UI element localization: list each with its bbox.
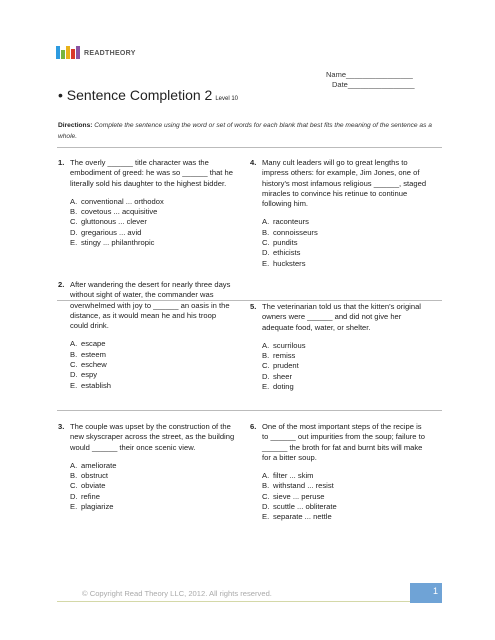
question-number: 3. xyxy=(58,422,65,431)
directions-text: Complete the sentence using the word or set of words for each blank that best fits the meaning of the sentence as a whole. xyxy=(58,122,432,140)
title-text: • Sentence Completion 2 xyxy=(58,87,213,103)
option-c[interactable]: C. obviate xyxy=(70,481,106,491)
divider-bottom xyxy=(57,410,442,411)
brand-name: READTHEORY xyxy=(84,50,136,57)
question-number: 6. xyxy=(250,422,257,431)
name-date-block xyxy=(326,70,415,89)
option-a[interactable]: A. conventional ... orthodox xyxy=(70,196,164,206)
option-c[interactable]: C. eschew xyxy=(70,360,107,370)
name-field: Name________________ xyxy=(326,70,413,79)
option-b[interactable]: B. connoisseurs xyxy=(262,227,318,237)
question-2 xyxy=(58,280,236,391)
date-field: Date________________ xyxy=(332,79,415,89)
question-text: Many cult leaders will go to great lengths to impress others: for example, Jim Jones, one of history’s most infamous religious ______, staged miracles to convince his retinue to continue following him. xyxy=(262,158,427,209)
option-e[interactable]: E. separate ... nettle xyxy=(262,512,332,522)
books-icon xyxy=(56,46,80,59)
question-5 xyxy=(250,302,428,392)
question-text: After wandering the desert for nearly three days without sight of water, the commander was overwhelmed with joy to ______ an oasis in the distance, as it would mean he and his troop could drink. xyxy=(70,280,231,331)
level-label: Level 10 xyxy=(215,96,239,102)
question-text: The overly ______ title character was the embodiment of greed: he was so ______ that he literally sold his daughter to the highest bidder. xyxy=(70,158,233,188)
option-d[interactable]: D. espy xyxy=(70,370,98,380)
question-1 xyxy=(58,158,236,248)
option-a[interactable]: A. escape xyxy=(70,339,106,349)
copyright-text: © Copyright Read Theory LLC, 2012. All rights reserved. xyxy=(82,589,272,598)
readtheory-logo xyxy=(56,46,136,59)
option-a[interactable]: A. raconteurs xyxy=(262,217,309,227)
option-d[interactable]: D. refine xyxy=(70,491,100,501)
option-d[interactable]: D. ethicists xyxy=(262,248,301,258)
option-a[interactable]: A. filter ... skim xyxy=(262,471,314,481)
option-d[interactable]: D. sheer xyxy=(262,371,292,381)
option-e[interactable]: E. stingy ... philanthropic xyxy=(70,238,155,248)
footer-divider xyxy=(57,601,410,602)
book-4 xyxy=(71,49,75,59)
question-6 xyxy=(250,422,428,523)
directions-label: Directions: xyxy=(58,122,93,129)
option-c[interactable]: C. pundits xyxy=(262,238,298,248)
book-2 xyxy=(61,50,65,59)
option-b[interactable]: B. obstruct xyxy=(70,471,109,481)
question-text: One of the most important steps of the recipe is to ______ out impurities from the soup; failure to ______ the broth for fat and burnt bits will make for a bitter soup. xyxy=(262,422,425,462)
option-a[interactable]: A. ameliorate xyxy=(70,460,117,470)
option-e[interactable]: E. establish xyxy=(70,380,111,390)
option-c[interactable]: C. gluttonous ... clever xyxy=(70,217,147,227)
option-e[interactable]: E. hucksters xyxy=(262,258,306,268)
book-1 xyxy=(56,46,60,59)
question-number: 2. xyxy=(58,280,65,289)
divider-top xyxy=(57,147,442,148)
option-b[interactable]: B. covetous ... acquisitive xyxy=(70,207,158,217)
question-number: 1. xyxy=(58,158,65,167)
page-title xyxy=(58,87,238,103)
option-c[interactable]: C. sieve ... peruse xyxy=(262,491,325,501)
option-d[interactable]: D. gregarious ... avid xyxy=(70,227,142,237)
option-c[interactable]: C. prudent xyxy=(262,361,299,371)
option-b[interactable]: B. esteem xyxy=(70,349,106,359)
option-e[interactable]: E. plagiarize xyxy=(70,502,114,512)
book-3 xyxy=(66,46,70,59)
option-e[interactable]: E. doting xyxy=(262,382,294,392)
question-4 xyxy=(250,158,428,269)
question-text: The veterinarian told us that the kitten’s original owners were ______ and did not give her adequate food, water, or shelter. xyxy=(262,302,421,332)
question-number: 5. xyxy=(250,302,257,311)
book-5 xyxy=(76,46,80,59)
question-3 xyxy=(58,422,236,512)
directions xyxy=(58,121,443,142)
option-b[interactable]: B. remiss xyxy=(262,351,296,361)
page-number: 1 xyxy=(410,583,442,603)
option-a[interactable]: A. scurrilous xyxy=(262,340,306,350)
question-number: 4. xyxy=(250,158,257,167)
question-text: The couple was upset by the construction of the new skyscraper across the street, as the building would ______ their once scenic view. xyxy=(70,422,235,452)
option-d[interactable]: D. scuttle ... obliterate xyxy=(262,502,337,512)
option-b[interactable]: B. withstand ... resist xyxy=(262,481,334,491)
